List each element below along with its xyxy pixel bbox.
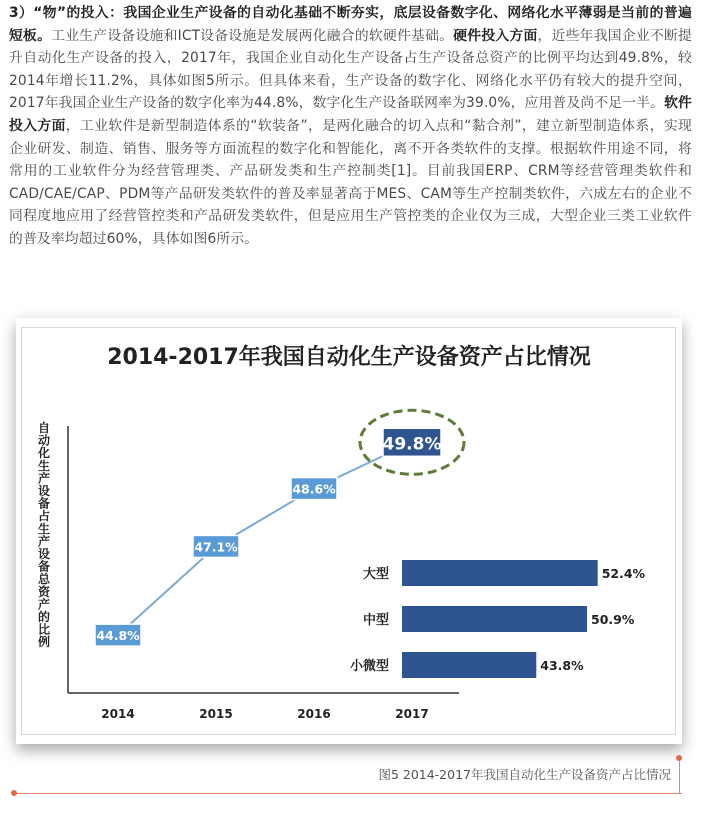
para-segment: ，近些年我国企业不断提升自动化生产设备的投入，2017年，我国企业自动化生产设备占生产设备总资产的比例平均达到49.8%，较2014年增长11.2%，具体如图5所示。但具体来看，生产设备的数字化、网络化水平仍有较大的提升空间，2017年我国企业生产设备的数字化率为44.8%，数字化生产设备联网率为39.0%，应用普及尚不足一半。 xyxy=(9,27,692,112)
y-axis-label-char: 资 xyxy=(37,584,51,599)
y-axis-label-char: 备 xyxy=(37,496,51,511)
paragraph xyxy=(9,0,692,251)
bar-value-label: 50.9% xyxy=(591,612,635,627)
chart-title: 2014-2017年我国自动化生产设备资产占比情况 xyxy=(107,345,591,370)
x-tick-label: 2014 xyxy=(101,707,135,721)
figure-frame xyxy=(21,327,676,735)
caption-row xyxy=(8,755,692,799)
bar-category-label: 小微型 xyxy=(349,659,389,674)
data-label: 49.8% xyxy=(382,434,442,455)
para-segment: ，工业软件是新型制造体系的“软装备”，是两化融合的切入点和“黏合剂”，建立新型制造体系，实现企业研发、制造、销售、服务等方面流程的数字化和智能化，离不开各类软件的支撑。根据软件用途不同，将常用的工业软件分为经营管理类、产品研发类和生产控制类[1]。目前我国ERP、CRM等经营管理类软件和CAD/CAE/CAP、PDM等产品研发类软件的普及率显著高于MES、CAM等生产控制类软件，六成左右的企业不同程度地应用了经营管控类和产品研发类软件，但是应用生产管控类的企业仅为三成，大型企业三类工业软件的普及率均超过60%，具体如图6所示。 xyxy=(9,117,692,247)
chart xyxy=(22,328,677,736)
x-tick-label: 2017 xyxy=(395,707,429,721)
bar-category-label: 中型 xyxy=(362,613,389,628)
y-axis-label-char: 产 xyxy=(37,597,51,612)
article-body xyxy=(9,0,692,251)
caption-divider xyxy=(679,759,680,793)
bar xyxy=(402,560,598,586)
series-line xyxy=(118,442,412,635)
bar-category-label: 大型 xyxy=(362,567,389,582)
bar xyxy=(402,606,587,632)
y-axis-label-char: 自 xyxy=(37,421,51,435)
data-label: 48.6% xyxy=(292,481,336,497)
para-segment: 工业生产设备设施和ICT设备设施是发展两化融合的软硬件基础。 xyxy=(51,27,454,44)
y-axis-label-char: 设 xyxy=(37,547,51,561)
bar-value-label: 52.4% xyxy=(601,566,646,581)
y-axis-label-char: 总 xyxy=(37,572,51,587)
y-axis-label-char: 动 xyxy=(37,433,51,448)
y-axis-label-char: 设 xyxy=(37,484,51,498)
figure xyxy=(21,327,676,735)
data-label: 47.1% xyxy=(194,539,238,555)
y-axis-label-char: 化 xyxy=(37,446,51,461)
bar xyxy=(402,652,536,678)
caption-dot xyxy=(11,790,17,796)
y-axis-label-char: 例 xyxy=(37,635,51,650)
para-segment: 软件投入方面 xyxy=(9,95,692,134)
y-axis-label xyxy=(37,420,51,649)
caption-dot xyxy=(676,755,682,761)
y-axis-label-char: 产 xyxy=(37,534,51,549)
x-tick-label: 2015 xyxy=(199,707,233,721)
caption-underline xyxy=(14,793,682,794)
y-axis-label-char: 备 xyxy=(37,559,51,574)
figure-caption: 图5 2014-2017年我国自动化生产设备资产占比情况 xyxy=(378,767,671,782)
para-segment: 3）“物”的投入：我国企业生产设备的自动化基础不断夯实，底层设备数字化、网络化水平薄弱是当前的普遍短板。 xyxy=(9,5,692,44)
y-axis-label-char: 占 xyxy=(37,509,51,524)
y-axis-label-char: 生 xyxy=(37,521,51,536)
y-axis-label-char: 生 xyxy=(37,458,51,473)
y-axis-label-char: 的 xyxy=(37,610,51,624)
y-axis-label-char: 比 xyxy=(37,622,51,637)
x-tick-label: 2016 xyxy=(297,707,331,721)
y-axis-label-char: 产 xyxy=(37,471,51,486)
data-label: 44.8% xyxy=(96,628,140,644)
para-segment: 硬件投入方面 xyxy=(453,27,538,44)
bar-value-label: 43.8% xyxy=(540,658,584,673)
